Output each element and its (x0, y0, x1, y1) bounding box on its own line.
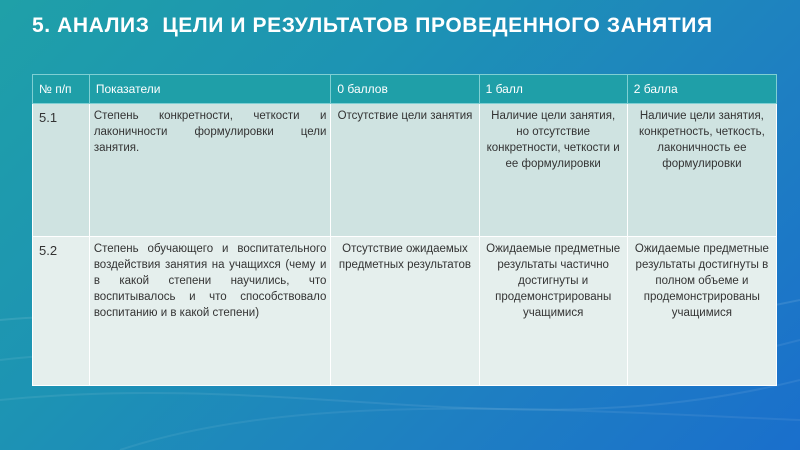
row-number: 5.2 (33, 237, 90, 386)
header-number: № п/п (33, 75, 90, 104)
header-score-0: 0 баллов (331, 75, 479, 104)
table-row (33, 237, 777, 386)
score-2-cell: Наличие цели занятия, конкретность, четкость, лаконичность ее формулировки (627, 104, 776, 237)
slide-title: 5. АНАЛИЗ ЦЕЛИ И РЕЗУЛЬТАТОВ ПРОВЕДЕННОГО ЗАНЯТИЯ (32, 14, 713, 37)
header-score-2: 2 балла (627, 75, 776, 104)
evaluation-table (32, 74, 777, 386)
score-1-cell: Наличие цели занятия, но отсутствие конкретности, четкости и ее формулировки (479, 104, 627, 237)
header-indicators: Показатели (89, 75, 331, 104)
score-1-cell: Ожидаемые предметные результаты частично достигнуты и продемонстрированы учащимися (479, 237, 627, 386)
score-2-cell: Ожидаемые предметные результаты достигнуты в полном объеме и продемонстрированы учащимися (627, 237, 776, 386)
indicator-cell: Степень обучающего и воспитательного воздействия занятия на учащихся (чему и в какой степени научились, что воспитывалось и что способствовало воспитанию и в какой степени) (89, 237, 331, 386)
score-0-cell: Отсутствие ожидаемых предметных результатов (331, 237, 479, 386)
table-header-row (33, 75, 777, 104)
indicator-cell: Степень конкретности, четкости и лаконичности формулировки цели занятия. (89, 104, 331, 237)
score-0-cell: Отсутствие цели занятия (331, 104, 479, 237)
header-score-1: 1 балл (479, 75, 627, 104)
table-row (33, 104, 777, 237)
row-number: 5.1 (33, 104, 90, 237)
